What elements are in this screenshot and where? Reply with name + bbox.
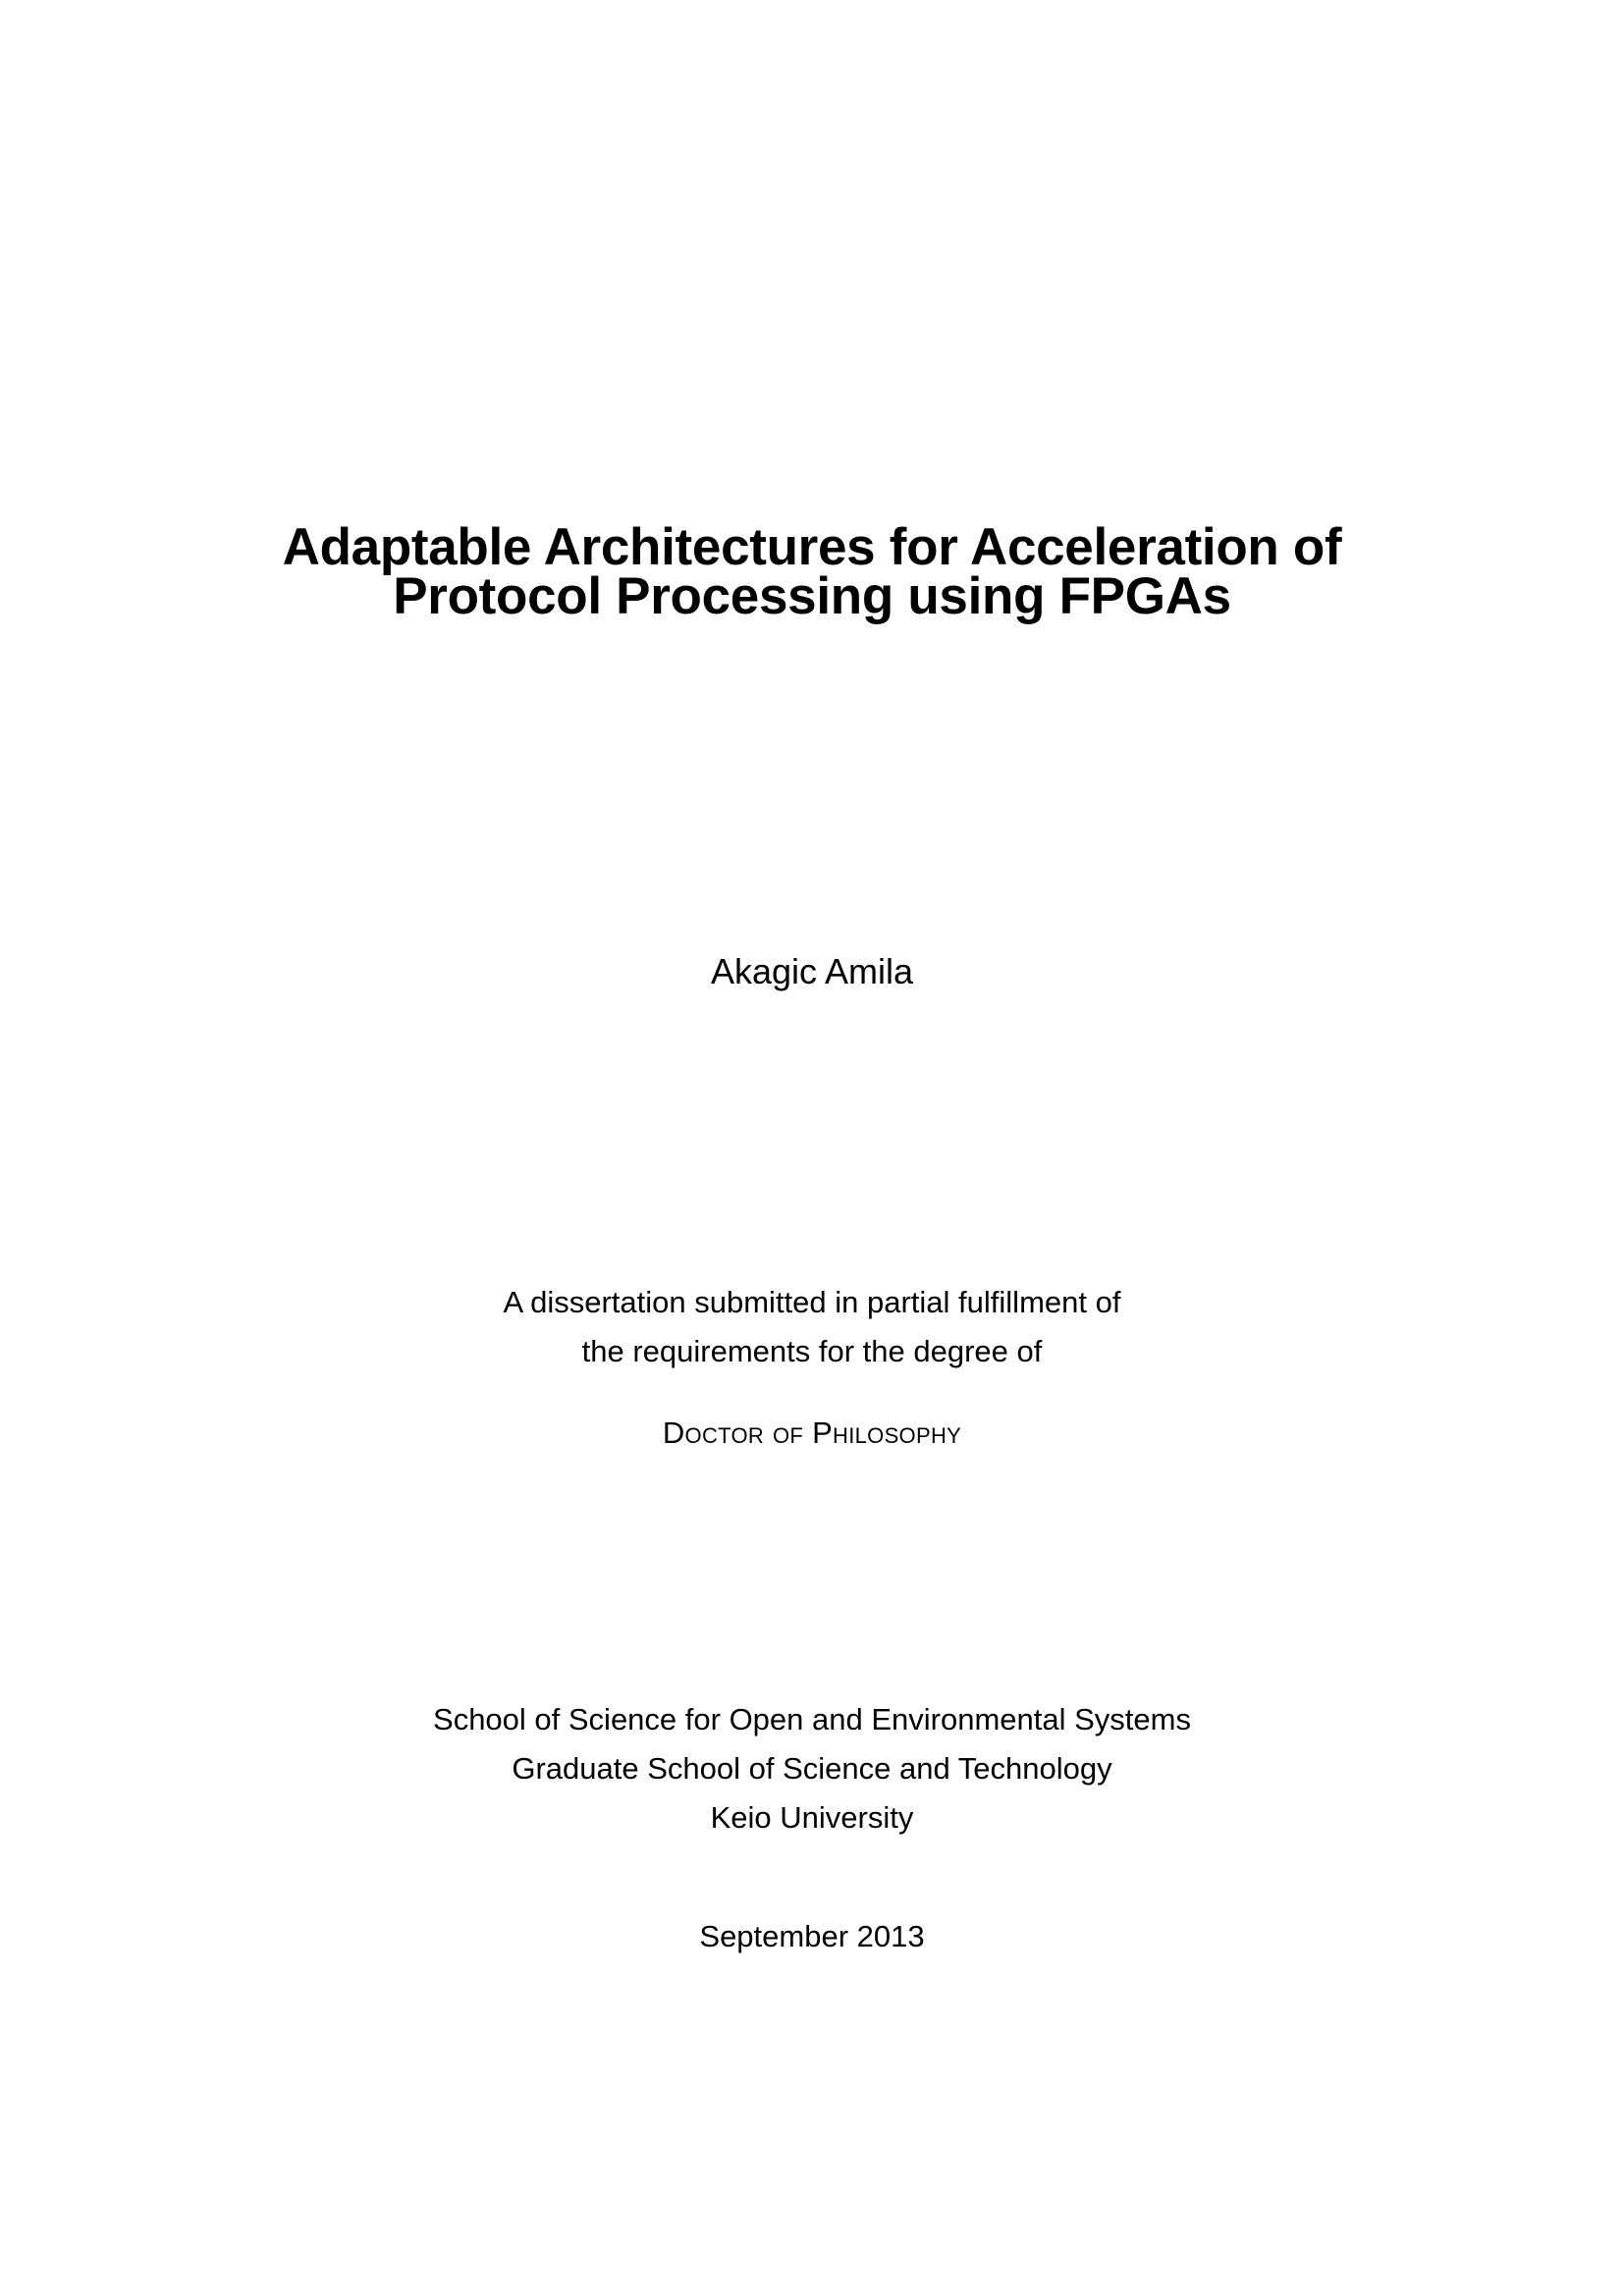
- affiliation-university: Keio University: [710, 1800, 914, 1835]
- statement-line-2: the requirements for the degree of: [581, 1334, 1043, 1368]
- author-name: Akagic Amila: [710, 951, 914, 991]
- submission-statement: [0, 1278, 1624, 1376]
- affiliation: [0, 1695, 1624, 1842]
- submission-date: September 2013: [699, 1919, 925, 1953]
- dissertation-title: [0, 518, 1624, 625]
- title-line-2: Protocol Processing using FPGAs: [393, 567, 1231, 625]
- title-line-1: Adaptable Architectures for Acceleration of: [282, 518, 1342, 576]
- affiliation-graduate-school: Graduate School of Science and Technology: [512, 1751, 1112, 1786]
- statement-line-1: A dissertation submitted in partial fulfillment of: [503, 1285, 1121, 1319]
- affiliation-school: School of Science for Open and Environmental Systems: [433, 1702, 1191, 1736]
- degree-name: Doctor of Philosophy: [662, 1415, 962, 1450]
